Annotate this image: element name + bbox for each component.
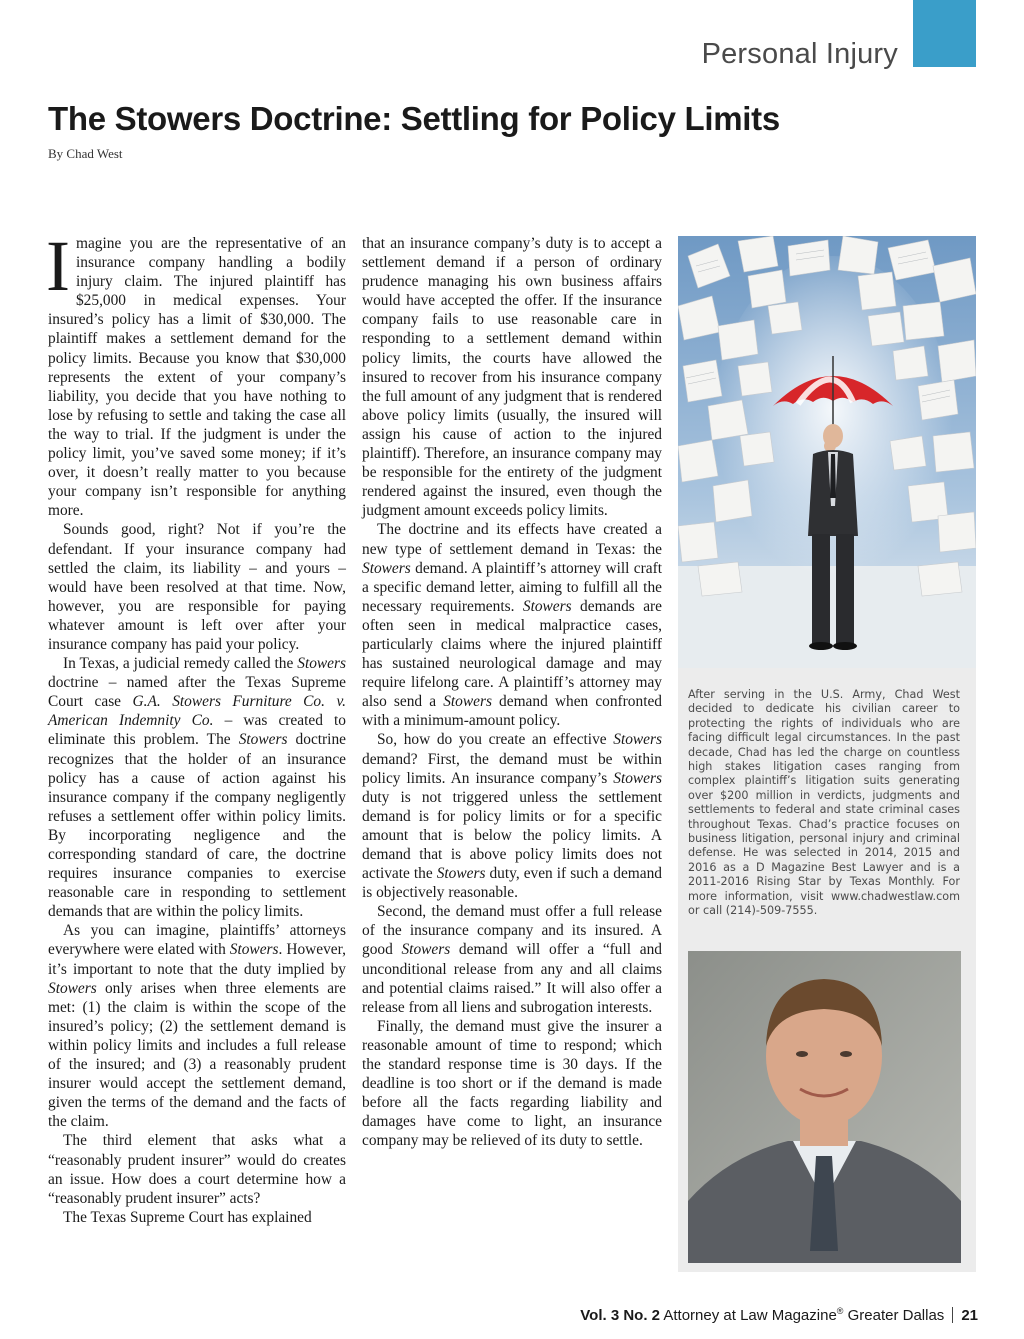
paragraph-6: The Texas Supreme Court has explained: [63, 1208, 312, 1226]
page-footer: [580, 1306, 978, 1324]
paragraph-11: Finally, the demand must give the insurer a reasonable amount of time to respond; which the standard response time is 30 days. If the deadline is too short or if the demand is made before all the facts regarding liability and damages have come to light, an insurance company may be relieved of its duty to settle.: [362, 1017, 662, 1150]
paragraph-3: In Texas, a judicial remedy called the Stowers doctrine – named after the Texas Supreme Court case G.A. Stowers Furniture Co. v. American Indemnity Co. – was created to eliminate this problem. The Stowers doctrine recognizes that the holder of an insurance policy has a cause of action against his insurance company if the company negligently refuses a settlement offer within policy limits. By incorporating negligence and the corresponding standard of care, the doctrine requires insurance companies to exercise reasonable care in responding to settlement demands that are within the policy limits.: [48, 655, 346, 921]
edition-name: Greater Dallas: [847, 1307, 945, 1324]
author-sidebar: [678, 236, 976, 1272]
paragraph-10: Second, the demand must offer a full release of the insurance company and its insured. A good Stowers demand will offer a “full and unconditional release from any and all claims and potential claims raised.” It will also offer a release from all liens and subrogation interests.: [362, 903, 662, 1016]
section-label: Personal Injury: [701, 38, 898, 70]
umbrella-man-photo: [678, 236, 976, 668]
drop-cap: I: [46, 226, 70, 306]
paragraph-9: So, how do you create an effective Stowers demand? First, the demand must be within policy limits. An insurance company’s Stowers duty is not triggered unless the settlement demand is for policy limits or for a specific amount that is below the policy limits. A demand that is above policy limits does not activate the Stowers duty, even if such a demand is objectively reasonable.: [362, 731, 662, 902]
page-number: 21: [961, 1307, 978, 1324]
section-color-bar: [913, 0, 976, 67]
article-column-2: [362, 234, 662, 1151]
paragraph-4: As you can imagine, plaintiffs’ attorneys everywhere were elated with Stowers. However, it’s important to note that the duty implied by Stowers only arises when three elements are met: (1) the claim is within the scope of the insured’s policy; (2) the settlement demand is within policy limits and includes a full release of the insured; and (3) a reasonably prudent insurer would accept the settlement demand, given the terms of the demand and the facts of the claim.: [48, 922, 346, 1131]
paragraph-1: Imagine you are the representative of an insurance company handling a bodily injury claim. The injured plaintiff has $25,000 in medical expenses. Your insured’s policy has a limit of $30,000. The plaintiff makes a settlement demand for the policy limits. Because you know that $30,000 represents the extent of your company’s liability, you decide that you have nothing to lose by refusing to settle and taking the case all the way to trial. If the judgment is under the policy limit, you’ve saved some money; if it’s over, it doesn’t really matter to you because your company isn’t responsible for anything more.: [46, 226, 346, 520]
article-title: The Stowers Doctrine: Settling for Policy Limits: [48, 100, 780, 137]
paragraph-7: that an insurance company’s duty is to accept a settlement demand if a person of ordinary prudence managing his own business affairs would have accepted the offer. If the insurance company fails to use reasonable care in responding to a settlement demand within policy limits, the courts have allowed the insured to recover from his insurance company the full amount of any judgment that is rendered above policy limits (usually, the insured will assign his cause of action to the injured plaintiff). Therefore, an insurance company may be responsible for the entirety of the judgment rendered against the insured, even though the judgment amount exceeds policy limits.: [362, 235, 662, 520]
author-bio: After serving in the U.S. Army, Chad West decided to dedicate his civilian career to protecting the rights of individuals who are facing difficult legal circumstances. In the past decade, Chad has led the charge on countless high stakes litigation cases ranging from complex plaintiff’s litigation suits generating over $200 million in verdicts, judgments and settlements to federal and state criminal cases throughout Texas. Chad’s practice focuses on business litigation, personal injury and criminal defense. He was selected in 2014, 2015 and 2016 as a D Magazine Best Lawyer and is a 2011-2016 Rising Star by Texas Monthly. For more information, visit www.chadwestlaw.com or call (214)-509-7555.: [688, 688, 960, 918]
footer-divider: [952, 1307, 953, 1323]
byline: By Chad West: [48, 146, 123, 161]
volume-issue: Vol. 3 No. 2: [580, 1307, 661, 1324]
paragraph-2: Sounds good, right? Not if you’re the defendant. If your insurance company had settled the claim, its liability – and yours – would have been resolved at that time. Now, however, you are responsible for paying whatever amount is left over after your insurance company has paid your policy.: [48, 521, 346, 653]
paragraph-5: The third element that asks what a “reasonably prudent insurer” would do creates an issue. How does a court determine how a “reasonably prudent insurer” acts?: [48, 1132, 346, 1207]
author-portrait: [688, 951, 961, 1263]
magazine-name: Attorney at Law Magazine®: [663, 1306, 844, 1324]
article-column-1: [46, 226, 346, 1227]
paragraph-8: The doctrine and its effects have created a new type of settlement demand in Texas: the Stowers demand. A plaintiff’s attorney will craft a specific demand letter, aiming to fulfill all the necessary requirements. Stowers demands are often seen in medical malpractice cases, particularly claims where the injured plaintiff has sustained neurological damage and may require lifelong care. A plaintiff’s attorney may also send a Stowers demand when confronted with a minimum-amount policy.: [362, 521, 662, 730]
